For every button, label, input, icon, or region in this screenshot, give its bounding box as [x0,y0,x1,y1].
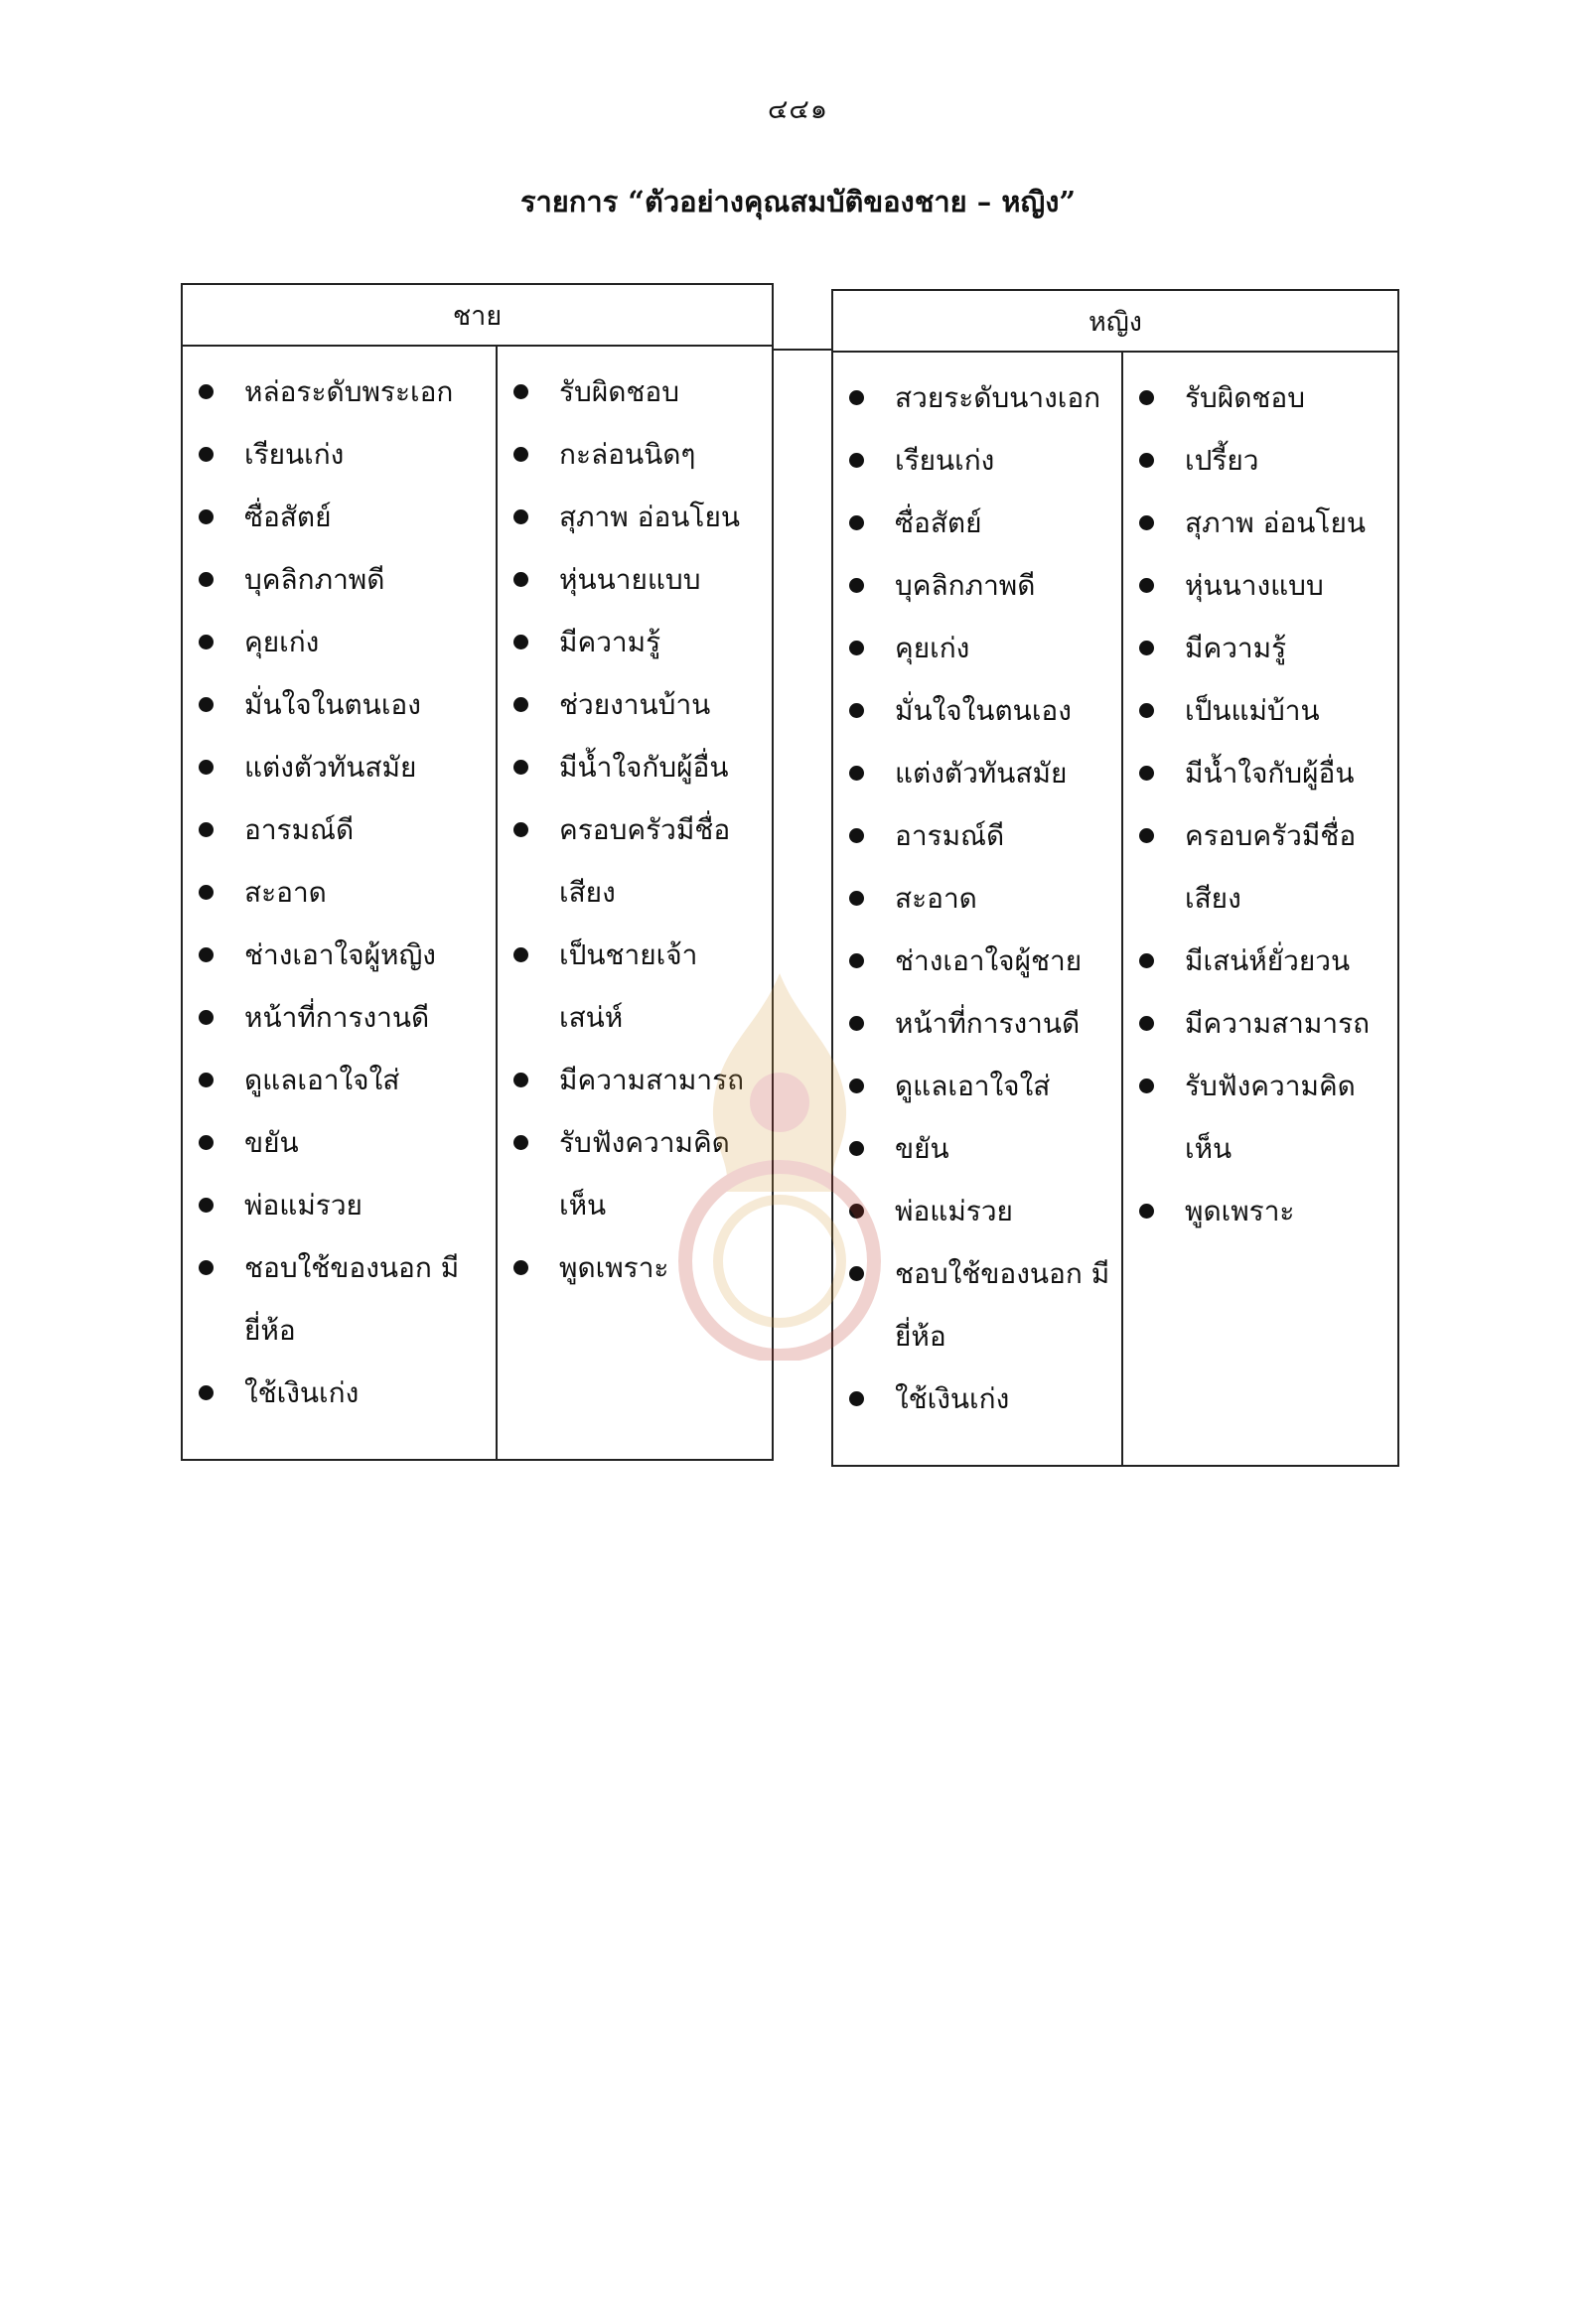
list-item-text: บุคลิกภาพดี [895,569,1036,602]
bullet-dot-icon [199,1010,214,1025]
men-list-item [498,611,772,673]
women-qualities-box [831,289,1399,1467]
list-item-text: มีเสน่ห์ยั่วยวน [1185,944,1351,977]
men-list-item [498,673,772,736]
list-item-text: หน้าที่การงานดี [244,1001,430,1034]
men-list-item [498,736,772,798]
bullet-dot-icon [199,697,214,712]
list-item-text: รับผิดชอบ [1185,381,1305,414]
bullet-dot-icon [199,447,214,462]
list-item-text: ซื่อสัตย์ [244,501,332,533]
page-title: รายการ “ตัวอย่างคุณสมบัติของชาย – หญิง” [519,185,1077,218]
list-item-text: คุยเก่ง [244,626,320,658]
women-list-item [833,492,1121,554]
list-item-text: ดูแลเอาใจใส่ [244,1064,400,1096]
bullet-dot-icon [1139,953,1154,968]
women-list-item [833,366,1121,429]
list-item-text: บุคลิกภาพดี [244,563,385,596]
bullet-dot-icon [849,891,864,906]
men-list-item [498,486,772,548]
men-list-item [183,423,496,486]
list-item-text: เป็นชายเจ้า เสน่ห์ [559,938,698,1034]
men-list-item [183,360,496,423]
list-item-text: ขยัน [244,1126,299,1159]
list-item-text: อารมณ์ดี [895,819,1005,852]
bullet-dot-icon [199,635,214,649]
bullet-dot-icon [199,947,214,962]
men-list-item [183,611,496,673]
list-item-text: รับฟังความคิด เห็น [559,1126,730,1222]
list-item-text: รับผิดชอบ [559,375,679,408]
list-item-text: สุภาพ อ่อนโยน [559,501,740,533]
women-list-item [1123,992,1397,1055]
list-item-text: สุภาพ อ่อนโยน [1185,506,1366,539]
bullet-dot-icon [1139,703,1154,718]
women-list-item [1123,1180,1397,1242]
women-list-item [1123,1055,1397,1180]
page-number: ๔๔๑ [767,94,828,125]
bullet-dot-icon [199,1198,214,1213]
bullet-dot-icon [513,572,528,587]
bullet-dot-icon [199,1135,214,1150]
list-item-text: มีความรู้ [559,626,661,658]
list-item-text: ช่วยงานบ้าน [559,688,711,721]
list-item-text: หุ่นนายแบบ [559,563,701,596]
list-item-text: มั่นใจในตนเอง [244,688,421,721]
bullet-dot-icon [1139,1204,1154,1219]
list-item-text: ชอบใช้ของนอก มียี่ห้อ [244,1251,460,1347]
bullet-dot-icon [849,578,864,593]
women-list-item [833,429,1121,492]
bullet-dot-icon [513,822,528,837]
bullet-dot-icon [1139,390,1154,405]
men-list-item [498,548,772,611]
men-list-item [183,736,496,798]
list-item-text: ช่างเอาใจผู้ชาย [895,944,1083,977]
bullet-dot-icon [513,1135,528,1150]
list-item-text: แต่งตัวทันสมัย [244,751,417,784]
bullet-dot-icon [1139,515,1154,530]
list-item-text: ช่างเอาใจผู้หญิง [244,938,436,971]
list-item-text: คุยเก่ง [895,632,970,664]
bullet-dot-icon [513,635,528,649]
women-list-item [1123,617,1397,679]
list-item-text: มีความรู้ [1185,632,1287,664]
list-item-text: สะอาด [895,882,977,915]
women-list-item [1123,492,1397,554]
bullet-dot-icon [849,641,864,655]
bullet-dot-icon [849,766,864,781]
women-column-b [1123,353,1397,1465]
bullet-dot-icon [199,1073,214,1087]
list-item-text: มั่นใจในตนเอง [895,694,1072,727]
bullet-dot-icon [199,1260,214,1275]
list-item-text: ขยัน [895,1132,949,1165]
list-item-text: ใช้เงินเก่ง [244,1376,360,1409]
seal-watermark-icon [655,963,904,1361]
bullet-dot-icon [849,515,864,530]
list-item-text: พูดเพราะ [559,1251,669,1284]
list-item-text: พูดเพราะ [1185,1195,1295,1227]
bullet-dot-icon [513,384,528,399]
bullet-dot-icon [513,947,528,962]
men-list-item [183,798,496,861]
bullet-dot-icon [1139,641,1154,655]
list-item-text: มีความสามารถ [559,1064,745,1096]
bullet-dot-icon [849,1391,864,1406]
list-item-text: รับฟังความคิด เห็น [1185,1070,1356,1165]
men-list-item [183,548,496,611]
men-list-item [183,986,496,1049]
women-list-item [1123,930,1397,992]
list-item-text: ครอบครัวมีชื่อ เสียง [1185,819,1357,915]
box-connector-line [774,349,831,351]
women-list-item [1123,804,1397,930]
list-item-text: เรียนเก่ง [895,444,995,477]
men-list-item [183,486,496,548]
bullet-dot-icon [849,703,864,718]
bullet-dot-icon [849,828,864,843]
bullet-dot-icon [1139,1079,1154,1093]
list-item-text: พ่อแม่รวย [895,1195,1013,1227]
women-list-item [833,679,1121,742]
list-item-text: หุ่นนางแบบ [1185,569,1324,602]
women-list-item [833,742,1121,804]
list-item-text: ครอบครัวมีชื่อ เสียง [559,813,731,909]
list-item-text: เปรี้ยว [1185,444,1259,477]
women-list-item [833,1367,1121,1430]
men-list-item [183,1111,496,1174]
list-item-text: กะล่อนนิดๆ [559,438,696,471]
men-list-item [183,1049,496,1111]
women-list-item [833,804,1121,867]
bullet-dot-icon [1139,453,1154,468]
men-list-item [498,423,772,486]
women-list-item [1123,554,1397,617]
bullet-dot-icon [199,885,214,900]
list-item-text: แต่งตัวทันสมัย [895,757,1068,790]
list-item-text: ใช้เงินเก่ง [895,1382,1010,1415]
list-item-text: หน้าที่การงานดี [895,1007,1081,1040]
women-list-item [833,554,1121,617]
men-header: ชาย [183,285,772,347]
women-list-item [833,617,1121,679]
bullet-dot-icon [1139,1016,1154,1031]
list-item-text: ดูแลเอาใจใส่ [895,1070,1051,1102]
list-item-text: มีน้ำใจกับผู้อื่น [559,751,729,784]
bullet-dot-icon [849,453,864,468]
list-item-text: มีความสามารถ [1185,1007,1371,1040]
bullet-dot-icon [513,1260,528,1275]
bullet-dot-icon [199,1385,214,1400]
list-item-text: เป็นแม่บ้าน [1185,694,1320,727]
list-item-text: ซื่อสัตย์ [895,506,982,539]
men-list-item [183,673,496,736]
bullet-dot-icon [849,390,864,405]
bullet-dot-icon [199,384,214,399]
bullet-dot-icon [1139,828,1154,843]
bullet-dot-icon [513,1073,528,1087]
bullet-dot-icon [1139,578,1154,593]
men-list-item [498,360,772,423]
bullet-dot-icon [513,509,528,524]
bullet-dot-icon [513,760,528,775]
men-column-a [183,347,498,1459]
women-list-item [1123,679,1397,742]
women-list-item [1123,429,1397,492]
women-list-item [1123,742,1397,804]
men-list-item [183,1174,496,1236]
list-item-text: หล่อระดับพระเอก [244,375,454,408]
bullet-dot-icon [199,509,214,524]
list-item-text: สวยระดับนางเอก [895,381,1101,414]
bullet-dot-icon [513,447,528,462]
list-item-text: อารมณ์ดี [244,813,355,846]
list-item-text: ชอบใช้ของนอก มียี่ห้อ [895,1257,1110,1353]
list-item-text: พ่อแม่รวย [244,1189,363,1222]
bullet-dot-icon [513,697,528,712]
list-item-text: เรียนเก่ง [244,438,345,471]
men-list-item [498,798,772,924]
women-header: หญิง [833,291,1397,353]
bullet-dot-icon [199,572,214,587]
bullet-dot-icon [1139,766,1154,781]
women-list-item [1123,366,1397,429]
men-list-item [183,924,496,986]
men-list-item [183,1236,496,1362]
bullet-dot-icon [199,760,214,775]
list-item-text: สะอาด [244,876,327,909]
list-item-text: มีน้ำใจกับผู้อื่น [1185,757,1355,790]
women-list-item [833,867,1121,930]
men-list-item [183,861,496,924]
men-list-item [183,1362,496,1424]
bullet-dot-icon [199,822,214,837]
